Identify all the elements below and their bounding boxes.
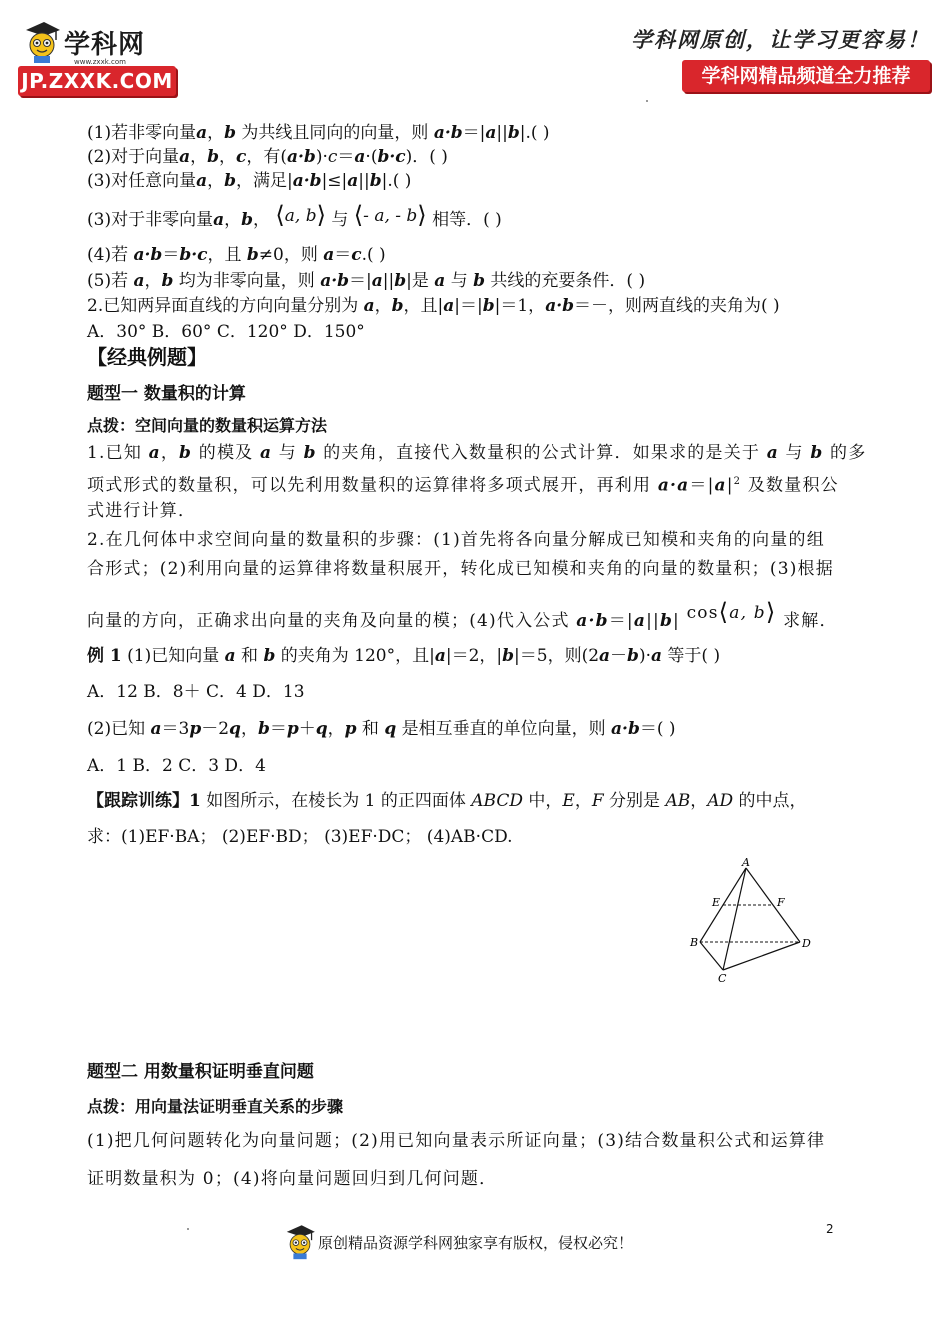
training-line1: 【跟踪训练】1 如图所示，在棱长为 1 的正四面体 ABCD 中，E，F 分别是 AB，AD 的中点， xyxy=(87,791,807,811)
angle-neg-ab-formula: ⟨- a, - b⟩ xyxy=(353,201,427,229)
type1-p1-line3: 式进行计算． xyxy=(87,501,197,521)
quiz-q6: 2.已知两异面直线的方向向量分别为 a，b，且|a|＝|b|＝1，a·b＝－，则两直线的夹角为( ) xyxy=(87,296,780,316)
edge-ac xyxy=(723,868,746,970)
label-f: F xyxy=(777,896,785,909)
type1-p2-line3: 向量的方向，正确求出向量的夹角及向量的模；(4)代入公式 a·b＝|a||b| cos⟨a, b⟩ 求解． xyxy=(87,598,838,631)
type2-tip-title: 点拨：用向量法证明垂直关系的步骤 xyxy=(87,1097,344,1116)
page-header xyxy=(0,0,950,110)
quiz-q6-options: A．30° B．60° C．120° D．150° xyxy=(87,322,365,342)
quiz-q5: (5)若 a，b 均为非零向量，则 a·b＝|a||b|是 a 与 b 共线的充要条件．( ) xyxy=(87,271,646,291)
page-number: 2 xyxy=(826,1222,834,1236)
label-b: B xyxy=(690,936,699,949)
example1-options1: A．12 B．8＋ C．4 D．13 xyxy=(87,682,305,702)
label-a: A xyxy=(742,856,750,869)
label-e: E xyxy=(712,896,721,909)
quiz-q4: (4)若 a·b＝b·c，且 b≠0，则 a＝c.( ) xyxy=(87,245,386,265)
type1-title: 题型一 数量积的计算 xyxy=(87,384,246,404)
type1-tip-title: 点拨：空间向量的数量积运算方法 xyxy=(87,416,328,435)
type1-p2-line2: 合形式；(2)利用向量的运算律将数量积展开，转化成已知模和夹角的向量的数量积；(3)根据 xyxy=(87,559,834,579)
footer-mascot-icon xyxy=(283,1222,317,1260)
tetrahedron-figure xyxy=(686,856,816,986)
promo-banner[interactable]: 学科网精品频道全力推荐 xyxy=(682,60,930,92)
zxxk-logo[interactable] xyxy=(18,14,188,98)
type1-p1-line1: 1.已知 a，b 的模及 a 与 b 的夹角，直接代入数量积的公式计算．如果求的是关于 a 与 b 的多 xyxy=(87,443,867,463)
type2-line2: 证明数量积为 0；(4)将向量问题回归到几何问题． xyxy=(87,1169,498,1189)
label-c: C xyxy=(718,972,727,985)
edge-cd xyxy=(723,942,800,970)
label-d: D xyxy=(802,937,811,950)
quiz-q2: (2)对于向量a，b，c，有(a·b)·c＝a·(b·c)．( ) xyxy=(87,147,448,167)
logo-badge: JP.ZXXK.COM xyxy=(18,66,176,96)
quiz-q1: (1)若非零向量a，b 为共线且同向的向量，则 a·b＝|a||b|.( ) xyxy=(87,123,550,143)
logo-brand: 学科网 xyxy=(64,30,146,60)
footer-copyright: 原创精品资源学科网独家享有版权，侵权必究！ xyxy=(318,1234,634,1252)
cos-angle-formula: cos⟨a, b⟩ xyxy=(686,598,777,626)
mascot-icon xyxy=(22,18,62,64)
decorative-dot xyxy=(187,1228,189,1230)
decorative-dot xyxy=(646,100,648,102)
logo-url: www.zxxk.com xyxy=(74,58,126,66)
type1-p2-line1: 2.在几何体中求空间向量的数量积的步骤：(1)首先将各向量分解成已知模和夹角的向量的组 xyxy=(87,530,825,550)
type1-p1-line2: 项式形式的数量积，可以先利用数量积的运算律将多项式展开，再利用 $a\cdot a=|a|^2$ 及数量积公 xyxy=(87,475,839,496)
example1-q1: 例 1 (1)已知向量 a 和 b 的夹角为 120°，且|a|＝2，|b|＝5，则(2a－b)·a 等于( ) xyxy=(87,646,721,666)
quiz-q3b: (3)对于非零向量a，b， ⟨a, b⟩ 与 ⟨- a, - b⟩ 相等．( ) xyxy=(87,201,502,230)
type2-line1: (1)把几何问题转化为向量问题；(2)用已知向量表示所证向量；(3)结合数量积公式和运算律 xyxy=(87,1131,826,1151)
type2-title: 题型二 用数量积证明垂直问题 xyxy=(87,1062,314,1082)
training-label: 【跟踪训练】1 xyxy=(87,791,201,811)
header-slogan: 学科网原创，让学习更容易！ xyxy=(631,27,930,52)
angle-ab-formula: ⟨a, b⟩ xyxy=(275,201,326,229)
example1-label: 例 1 xyxy=(87,646,122,666)
example1-q2: (2)已知 a＝3p－2q，b＝p＋q，p 和 q 是相互垂直的单位向量，则 a·b＝( ) xyxy=(87,719,676,739)
quiz-q3a: (3)对任意向量a，b，满足|a·b|≤|a||b|.( ) xyxy=(87,171,412,191)
examples-title: 【经典例题】 xyxy=(87,345,207,369)
example1-options2: A．1 B．2 C．3 D．4 xyxy=(87,756,266,776)
edge-bc xyxy=(700,942,723,970)
training-line2: 求：(1)EF·BA； (2)EF·BD； (3)EF·DC； (4)AB·CD. xyxy=(87,827,513,847)
